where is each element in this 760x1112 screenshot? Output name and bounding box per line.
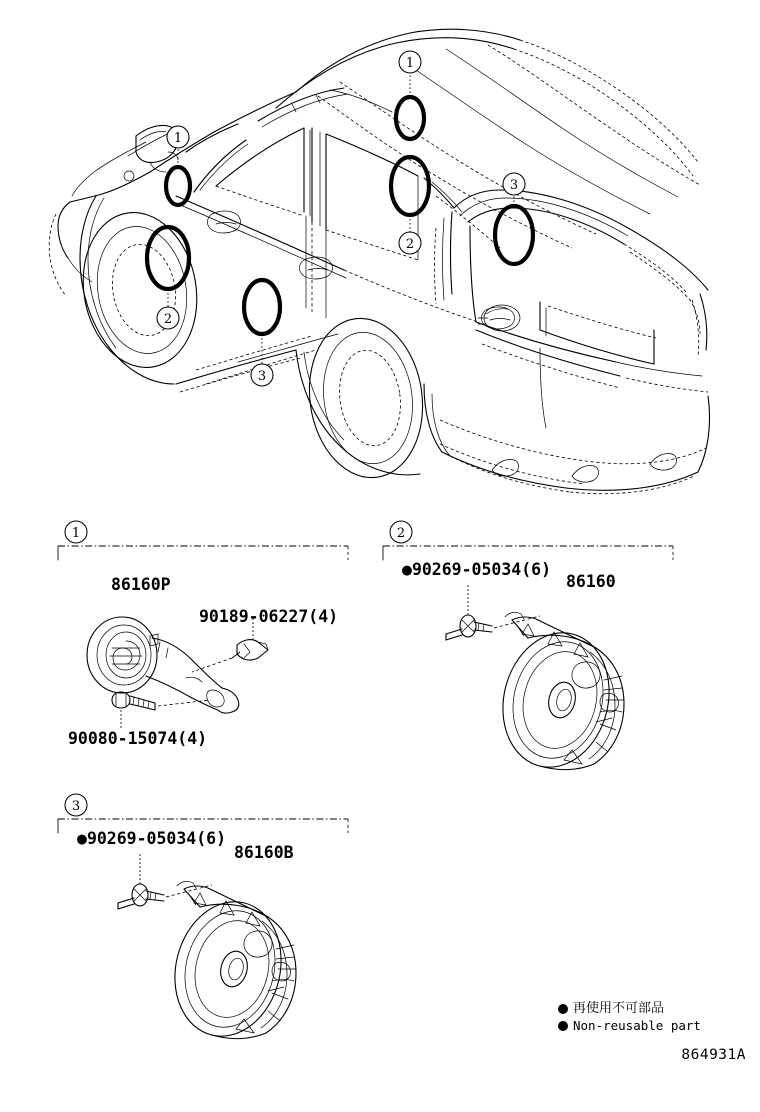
svg-text:2: 2: [396, 526, 406, 541]
part-label-86160P: 86160P: [111, 575, 171, 594]
tapping-screw-part-3: [118, 854, 212, 909]
legend-row-en: [558, 1018, 701, 1035]
svg-text:3: 3: [509, 178, 519, 193]
legend: [558, 1000, 701, 1034]
svg-text:3: 3: [257, 369, 267, 384]
svg-text:1: 1: [71, 526, 81, 541]
speaker-illustration-3: [161, 881, 296, 1047]
part-label-90269-05034-group3: ●90269-05034(6): [77, 829, 227, 848]
svg-text:2: 2: [405, 237, 415, 252]
part-label-90269-05034-group2: ●90269-05034(6): [402, 560, 552, 579]
svg-text:2: 2: [163, 312, 173, 327]
diagram-number: 864931A: [681, 1047, 746, 1063]
svg-text:1: 1: [173, 131, 183, 146]
svg-text:1: 1: [405, 56, 415, 71]
svg-text:3: 3: [71, 799, 81, 814]
legend-row-jp: [558, 1000, 701, 1018]
group-3-bracket: [58, 794, 348, 833]
nonreusable-bullet-icon: [558, 1021, 568, 1031]
nonreusable-bullet: ●: [77, 829, 87, 848]
nonreusable-bullet: ●: [402, 560, 412, 579]
legend-text-jp: 再使用不可部品: [573, 1001, 665, 1016]
legend-text-en: Non-reusable part: [573, 1017, 701, 1033]
part-label-86160: 86160: [566, 572, 616, 591]
part-label-90080-15074: 90080-15074(4): [68, 729, 208, 748]
nonreusable-bullet-icon: [558, 1004, 568, 1014]
part-label-90189-06227: 90189-06227(4): [199, 607, 339, 626]
part-label-86160B: 86160B: [234, 843, 294, 862]
